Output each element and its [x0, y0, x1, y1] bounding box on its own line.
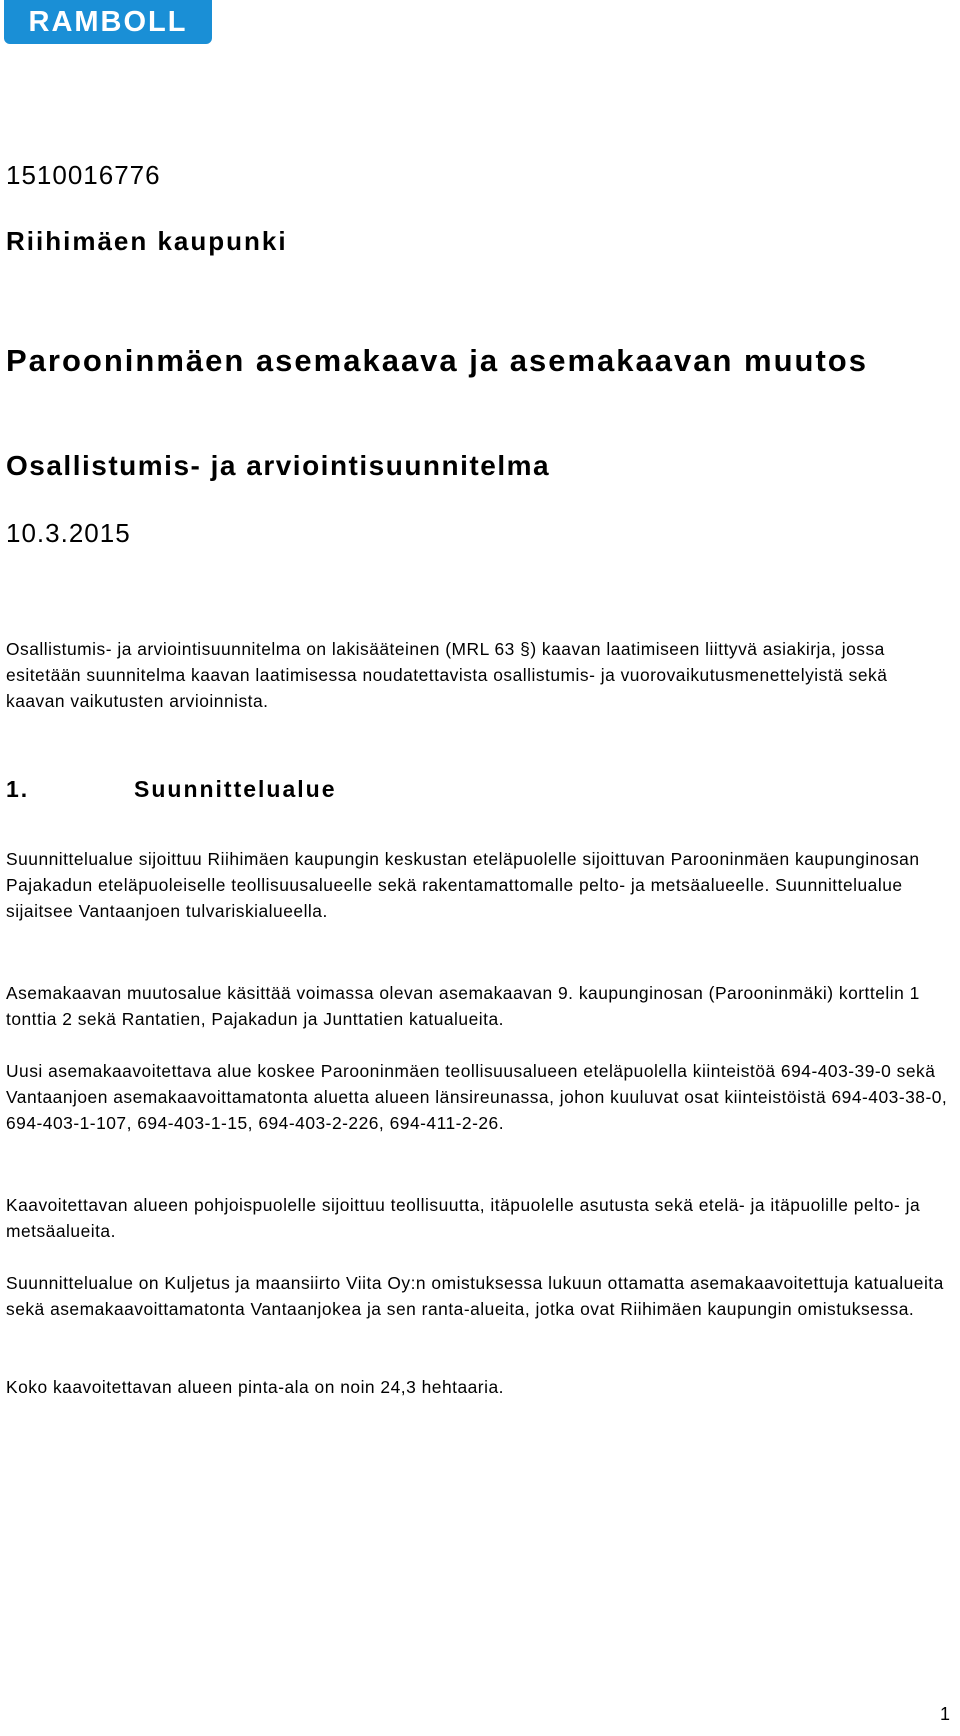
ramboll-logo: RAMBOLL — [4, 0, 212, 44]
document-date: 10.3.2015 — [6, 518, 131, 548]
section-number: 1. — [6, 776, 30, 802]
section-title: Suunnittelualue — [134, 776, 337, 802]
client-name: Riihimäen kaupunki — [6, 226, 288, 256]
intro-paragraph: Osallistumis- ja arviointisuunnitelma on lakisääteinen (MRL 63 §) kaavan laatimiseen liittyvä asiakirja, jossa esitetään suunnitelma kaavan laatimisessa noudatettavista osallistumis- ja vuorovaikutusmenettelyistä sekä kaavan vaikutusten arvioinnista. — [6, 639, 888, 711]
paragraph: Kaavoitettavan alueen pohjoispuolelle sijoittuu teollisuutta, itäpuolelle asutusta sekä etelä- ja itäpuolille pelto- ja metsäalueita. — [6, 1195, 921, 1241]
document-title: Parooninmäen asemakaava ja asemakaavan muutos — [6, 343, 868, 378]
paragraph: Suunnittelualue sijoittuu Riihimäen kaupungin keskustan eteläpuolelle sijoittuvan Parooninmäen kaupunginosan Pajakadun eteläpuoleiselle teollisuusalueelle sekä rakentamattomalle pelto- ja metsäalueelle. Suunnittelualue sijaitsee Vantaanjoen tulvariskialueella. — [6, 849, 920, 921]
paragraph: Asemakaavan muutosalue käsittää voimassa olevan asemakaavan 9. kaupunginosan (Parooninmäki) korttelin 1 tonttia 2 sekä Rantatien, Pajakadun ja Junttatien katualueita. — [6, 983, 920, 1029]
paragraph: Suunnittelualue on Kuljetus ja maansiirto Viita Oy:n omistuksessa lukuun ottamatta asemakaavoitettuja katualueita sekä asemakaavoittamatonta Vantaanjokea ja sen ranta-alueita, jotka ovat Riihimäen kaupungin omistuksessa. — [6, 1273, 944, 1319]
document-subtitle: Osallistumis- ja arviointisuunnitelma — [6, 450, 551, 481]
project-number: 1510016776 — [6, 160, 161, 190]
section-heading — [6, 776, 337, 803]
page-number: 1 — [940, 1704, 951, 1724]
paragraph: Koko kaavoitettavan alueen pinta-ala on noin 24,3 hehtaaria. — [6, 1377, 504, 1397]
paragraph: Uusi asemakaavoitettava alue koskee Parooninmäen teollisuusalueen eteläpuolella kiinteistöä 694-403-39-0 sekä Vantaanjoen asemakaavoittamatonta aluetta alueen länsireunassa, johon kuuluvat osat kiinteistöistä 694-403-38-0, 694-403-1-107, 694-403-1-15, 694-403-2-226, 694-411-2-26. — [6, 1061, 948, 1133]
